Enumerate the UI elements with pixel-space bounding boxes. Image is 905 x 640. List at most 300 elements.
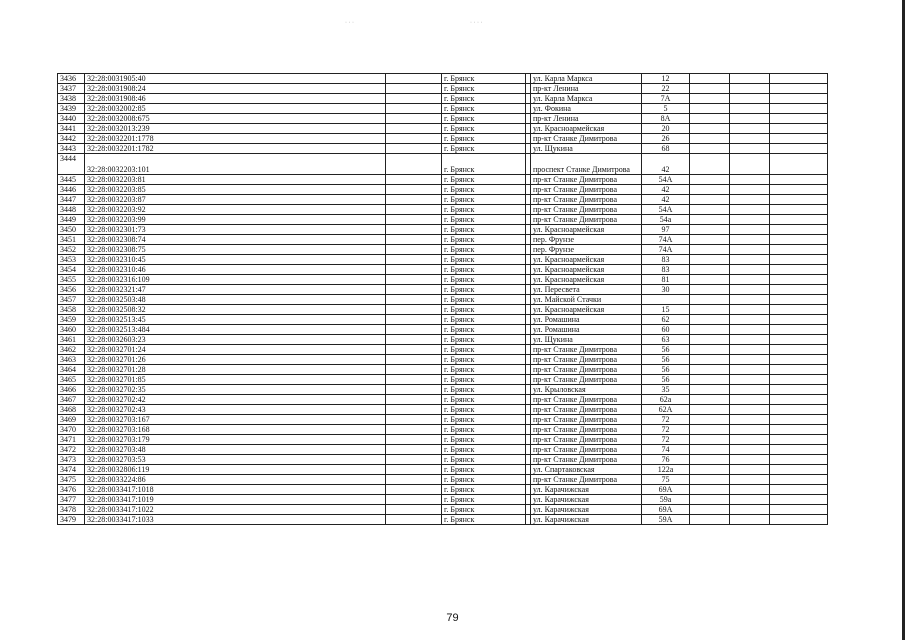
empty-cell — [386, 485, 442, 495]
empty-cell — [690, 445, 730, 455]
city-cell: г. Брянск — [442, 425, 526, 435]
street-cell: пр-кт Станке Димитрова — [531, 365, 642, 375]
empty-cell — [386, 345, 442, 355]
cadastral-number-cell: 32:28:0032703:48 — [85, 445, 386, 455]
empty-cell — [690, 175, 730, 185]
cadastral-number-cell: 32:28:0033417:1033 — [85, 515, 386, 525]
cadastral-number-cell: 32:28:0032321:47 — [85, 285, 386, 295]
empty-cell — [730, 195, 770, 205]
street-cell: пр-кт Станке Димитрова — [531, 425, 642, 435]
empty-cell — [386, 255, 442, 265]
empty-cell — [730, 74, 770, 84]
empty-cell — [770, 104, 828, 114]
street-cell: пр-кт Станке Димитрова — [531, 175, 642, 185]
city-cell: г. Брянск — [442, 144, 526, 154]
house-number-cell: 72 — [642, 425, 690, 435]
table-row — [58, 405, 828, 415]
row-number-cell: 3444 — [58, 154, 85, 175]
empty-cell — [730, 175, 770, 185]
registry-table — [57, 73, 828, 525]
cadastral-number-cell: 32:28:0033417:1019 — [85, 495, 386, 505]
empty-cell — [386, 245, 442, 255]
street-cell: ул. Крыловская — [531, 385, 642, 395]
house-number-cell: 26 — [642, 134, 690, 144]
empty-cell — [770, 505, 828, 515]
empty-cell — [690, 365, 730, 375]
street-cell: пер. Фрунзе — [531, 235, 642, 245]
empty-cell — [690, 114, 730, 124]
street-cell: ул. Фокина — [531, 104, 642, 114]
street-cell: ул. Ромашина — [531, 315, 642, 325]
empty-cell — [730, 395, 770, 405]
city-cell: г. Брянск — [442, 154, 526, 175]
empty-cell — [690, 435, 730, 445]
street-cell: пер. Фрунзе — [531, 245, 642, 255]
house-number-cell: 56 — [642, 365, 690, 375]
house-number-cell: 8А — [642, 114, 690, 124]
empty-cell — [730, 215, 770, 225]
empty-cell — [386, 405, 442, 415]
empty-cell — [386, 154, 442, 175]
row-number-cell: 3459 — [58, 315, 85, 325]
city-cell: г. Брянск — [442, 104, 526, 114]
row-number-cell: 3468 — [58, 405, 85, 415]
city-cell: г. Брянск — [442, 215, 526, 225]
row-number-cell: 3446 — [58, 185, 85, 195]
house-number-cell: 30 — [642, 285, 690, 295]
house-number-cell: 59А — [642, 515, 690, 525]
house-number-cell: 22 — [642, 84, 690, 94]
empty-cell — [730, 144, 770, 154]
table-row — [58, 455, 828, 465]
table-row — [58, 124, 828, 134]
empty-cell — [690, 225, 730, 235]
empty-cell — [690, 375, 730, 385]
table-row — [58, 225, 828, 235]
street-cell: пр-кт Станке Димитрова — [531, 405, 642, 415]
empty-cell — [690, 315, 730, 325]
empty-cell — [730, 295, 770, 305]
empty-cell — [690, 335, 730, 345]
house-number-cell: 54А — [642, 175, 690, 185]
street-cell: пр-кт Станке Димитрова — [531, 134, 642, 144]
city-cell: г. Брянск — [442, 435, 526, 445]
empty-cell — [770, 285, 828, 295]
table-row — [58, 415, 828, 425]
city-cell: г. Брянск — [442, 335, 526, 345]
row-number-cell: 3447 — [58, 195, 85, 205]
empty-cell — [386, 365, 442, 375]
cadastral-number-cell: 32:28:0032701:85 — [85, 375, 386, 385]
row-number-cell: 3464 — [58, 365, 85, 375]
cadastral-number-cell: 32:28:0031908:24 — [85, 84, 386, 94]
empty-cell — [730, 485, 770, 495]
street-cell: ул. Карачижская — [531, 515, 642, 525]
street-cell: ул. Ромашина — [531, 325, 642, 335]
row-number-cell: 3438 — [58, 94, 85, 104]
cadastral-number-cell: 32:28:0032701:28 — [85, 365, 386, 375]
street-cell: ул. Щукина — [531, 144, 642, 154]
house-number-cell: 83 — [642, 265, 690, 275]
cadastral-number-cell: 32:28:0032201:1782 — [85, 144, 386, 154]
city-cell: г. Брянск — [442, 355, 526, 365]
page-number: 79 — [446, 612, 459, 624]
cadastral-number-cell: 32:28:0032702:35 — [85, 385, 386, 395]
table-row — [58, 325, 828, 335]
empty-cell — [730, 94, 770, 104]
city-cell: г. Брянск — [442, 235, 526, 245]
house-number-cell: 74А — [642, 235, 690, 245]
empty-cell — [770, 295, 828, 305]
empty-cell — [770, 215, 828, 225]
registry-table-wrap — [57, 73, 828, 525]
city-cell: г. Брянск — [442, 465, 526, 475]
table-row — [58, 205, 828, 215]
empty-cell — [386, 124, 442, 134]
empty-cell — [770, 74, 828, 84]
empty-cell — [386, 225, 442, 235]
table-row — [58, 385, 828, 395]
table-row — [58, 395, 828, 405]
empty-cell — [690, 154, 730, 175]
empty-cell — [730, 335, 770, 345]
row-number-cell: 3445 — [58, 175, 85, 185]
empty-cell — [770, 355, 828, 365]
empty-cell — [730, 134, 770, 144]
house-number-cell: 56 — [642, 345, 690, 355]
table-row — [58, 175, 828, 185]
empty-cell — [770, 265, 828, 275]
empty-cell — [690, 325, 730, 335]
street-cell: пр-кт Станке Димитрова — [531, 215, 642, 225]
empty-cell — [730, 435, 770, 445]
empty-cell — [690, 405, 730, 415]
empty-cell — [770, 305, 828, 315]
empty-cell — [770, 345, 828, 355]
empty-cell — [690, 355, 730, 365]
house-number-cell: 63 — [642, 335, 690, 345]
empty-cell — [386, 205, 442, 215]
row-number-cell: 3439 — [58, 104, 85, 114]
house-number-cell: 12 — [642, 74, 690, 84]
empty-cell — [730, 205, 770, 215]
cadastral-number-cell: 32:28:0032308:74 — [85, 235, 386, 245]
empty-cell — [690, 465, 730, 475]
cadastral-number-cell: 32:28:0032703:53 — [85, 455, 386, 465]
empty-cell — [386, 475, 442, 485]
row-number-cell: 3473 — [58, 455, 85, 465]
empty-cell — [690, 395, 730, 405]
house-number-cell: 42 — [642, 154, 690, 175]
row-number-cell: 3470 — [58, 425, 85, 435]
empty-cell — [770, 245, 828, 255]
empty-cell — [386, 395, 442, 405]
street-cell: пр-кт Ленина — [531, 84, 642, 94]
cadastral-number-cell: 32:28:0032703:179 — [85, 435, 386, 445]
empty-cell — [690, 285, 730, 295]
empty-cell — [386, 325, 442, 335]
cadastral-number-cell: 32:28:0031908:46 — [85, 94, 386, 104]
city-cell: г. Брянск — [442, 325, 526, 335]
city-cell: г. Брянск — [442, 365, 526, 375]
empty-cell — [690, 425, 730, 435]
row-number-cell: 3436 — [58, 74, 85, 84]
city-cell: г. Брянск — [442, 195, 526, 205]
street-cell: пр-кт Станке Димитрова — [531, 445, 642, 455]
city-cell: г. Брянск — [442, 505, 526, 515]
house-number-cell: 62А — [642, 405, 690, 415]
empty-cell — [730, 375, 770, 385]
table-row — [58, 465, 828, 475]
cadastral-number-cell: 32:28:0032503:48 — [85, 295, 386, 305]
table-row — [58, 365, 828, 375]
house-number-cell: 42 — [642, 195, 690, 205]
house-number-cell: 15 — [642, 305, 690, 315]
empty-cell — [386, 74, 442, 84]
table-row — [58, 445, 828, 455]
cadastral-number-cell: 32:28:0032310:46 — [85, 265, 386, 275]
empty-cell — [690, 305, 730, 315]
street-cell: ул. Майской Стачки — [531, 295, 642, 305]
house-number-cell: 74А — [642, 245, 690, 255]
empty-cell — [386, 285, 442, 295]
empty-cell — [386, 305, 442, 315]
empty-cell — [730, 265, 770, 275]
empty-cell — [770, 124, 828, 134]
empty-cell — [690, 235, 730, 245]
empty-cell — [730, 275, 770, 285]
scan-speck: · · · — [345, 20, 354, 26]
cadastral-number-cell: 32:28:0032203:101 — [85, 154, 386, 175]
empty-cell — [770, 375, 828, 385]
empty-cell — [770, 435, 828, 445]
table-row — [58, 425, 828, 435]
row-number-cell: 3461 — [58, 335, 85, 345]
empty-cell — [386, 175, 442, 185]
empty-cell — [770, 94, 828, 104]
empty-cell — [730, 315, 770, 325]
cadastral-number-cell: 32:28:0032508:32 — [85, 305, 386, 315]
row-number-cell: 3443 — [58, 144, 85, 154]
table-row — [58, 104, 828, 114]
table-row — [58, 435, 828, 445]
table-row — [58, 235, 828, 245]
street-cell: пр-кт Станке Димитрова — [531, 375, 642, 385]
empty-cell — [386, 465, 442, 475]
house-number-cell: 122а — [642, 465, 690, 475]
empty-cell — [690, 385, 730, 395]
city-cell: г. Брянск — [442, 175, 526, 185]
row-number-cell: 3456 — [58, 285, 85, 295]
cadastral-number-cell: 32:28:0032310:45 — [85, 255, 386, 265]
city-cell: г. Брянск — [442, 275, 526, 285]
registry-table-body — [58, 74, 828, 525]
city-cell: г. Брянск — [442, 345, 526, 355]
empty-cell — [690, 275, 730, 285]
empty-cell — [386, 235, 442, 245]
cadastral-number-cell: 32:28:0032203:87 — [85, 195, 386, 205]
city-cell: г. Брянск — [442, 295, 526, 305]
empty-cell — [730, 415, 770, 425]
empty-cell — [690, 485, 730, 495]
empty-cell — [730, 325, 770, 335]
table-row — [58, 495, 828, 505]
empty-cell — [690, 205, 730, 215]
street-cell: пр-кт Станке Димитрова — [531, 455, 642, 465]
cadastral-number-cell: 32:28:0032806:119 — [85, 465, 386, 475]
cadastral-number-cell: 32:28:0031905:40 — [85, 74, 386, 84]
cadastral-number-cell: 32:28:0032701:24 — [85, 345, 386, 355]
cadastral-number-cell: 32:28:0032513:45 — [85, 315, 386, 325]
empty-cell — [690, 515, 730, 525]
city-cell: г. Брянск — [442, 245, 526, 255]
house-number-cell: 42 — [642, 185, 690, 195]
empty-cell — [386, 415, 442, 425]
row-number-cell: 3467 — [58, 395, 85, 405]
empty-cell — [690, 455, 730, 465]
house-number-cell: 97 — [642, 225, 690, 235]
table-row — [58, 305, 828, 315]
table-row — [58, 475, 828, 485]
street-cell: пр-кт Станке Димитрова — [531, 195, 642, 205]
house-number-cell: 69А — [642, 485, 690, 495]
empty-cell — [386, 445, 442, 455]
table-row — [58, 515, 828, 525]
city-cell: г. Брянск — [442, 305, 526, 315]
street-cell: ул. Спартаковская — [531, 465, 642, 475]
house-number-cell: 54а — [642, 215, 690, 225]
empty-cell — [770, 425, 828, 435]
cadastral-number-cell: 32:28:0032203:92 — [85, 205, 386, 215]
city-cell: г. Брянск — [442, 74, 526, 84]
table-row — [58, 185, 828, 195]
empty-cell — [730, 285, 770, 295]
empty-cell — [386, 385, 442, 395]
cadastral-number-cell: 32:28:0033417:1022 — [85, 505, 386, 515]
house-number-cell: 72 — [642, 435, 690, 445]
row-number-cell: 3460 — [58, 325, 85, 335]
row-number-cell: 3465 — [58, 375, 85, 385]
house-number-cell: 56 — [642, 355, 690, 365]
empty-cell — [770, 415, 828, 425]
empty-cell — [690, 144, 730, 154]
street-cell: проспект Станке Димитрова — [531, 154, 642, 175]
empty-cell — [770, 405, 828, 415]
city-cell: г. Брянск — [442, 375, 526, 385]
cadastral-number-cell: 32:28:0032703:168 — [85, 425, 386, 435]
house-number-cell: 59а — [642, 495, 690, 505]
row-number-cell: 3453 — [58, 255, 85, 265]
row-number-cell: 3463 — [58, 355, 85, 365]
cadastral-number-cell: 32:28:0032603:23 — [85, 335, 386, 345]
empty-cell — [386, 375, 442, 385]
empty-cell — [386, 144, 442, 154]
empty-cell — [386, 515, 442, 525]
cadastral-number-cell: 32:28:0033417:1018 — [85, 485, 386, 495]
empty-cell — [690, 495, 730, 505]
street-cell: ул. Карла Маркса — [531, 74, 642, 84]
empty-cell — [386, 295, 442, 305]
city-cell: г. Брянск — [442, 114, 526, 124]
empty-cell — [386, 94, 442, 104]
empty-cell — [730, 475, 770, 485]
city-cell: г. Брянск — [442, 185, 526, 195]
empty-cell — [690, 415, 730, 425]
empty-cell — [690, 74, 730, 84]
street-cell: пр-кт Станке Димитрова — [531, 345, 642, 355]
street-cell: пр-кт Ленина — [531, 114, 642, 124]
empty-cell — [770, 495, 828, 505]
table-row — [58, 154, 828, 175]
empty-cell — [690, 124, 730, 134]
empty-cell — [690, 195, 730, 205]
street-cell: ул. Красноармейская — [531, 265, 642, 275]
street-cell: ул. Пересвета — [531, 285, 642, 295]
street-cell: пр-кт Станке Димитрова — [531, 395, 642, 405]
city-cell: г. Брянск — [442, 205, 526, 215]
cadastral-number-cell: 32:28:0033224:86 — [85, 475, 386, 485]
cadastral-number-cell: 32:28:0032308:75 — [85, 245, 386, 255]
empty-cell — [730, 425, 770, 435]
cadastral-number-cell: 32:28:0032201:1778 — [85, 134, 386, 144]
house-number-cell: 20 — [642, 124, 690, 134]
house-number-cell: 81 — [642, 275, 690, 285]
empty-cell — [386, 104, 442, 114]
cadastral-number-cell: 32:28:0032203:81 — [85, 175, 386, 185]
row-number-cell: 3442 — [58, 134, 85, 144]
empty-cell — [770, 515, 828, 525]
city-cell: г. Брянск — [442, 455, 526, 465]
empty-cell — [730, 255, 770, 265]
house-number-cell: 54А — [642, 205, 690, 215]
cadastral-number-cell: 32:28:0032702:42 — [85, 395, 386, 405]
row-number-cell: 3476 — [58, 485, 85, 495]
empty-cell — [386, 335, 442, 345]
empty-cell — [386, 505, 442, 515]
cadastral-number-cell: 32:28:0032703:167 — [85, 415, 386, 425]
empty-cell — [770, 365, 828, 375]
street-cell: пр-кт Станке Димитрова — [531, 435, 642, 445]
row-number-cell: 3466 — [58, 385, 85, 395]
table-row — [58, 295, 828, 305]
empty-cell — [386, 134, 442, 144]
city-cell: г. Брянск — [442, 485, 526, 495]
city-cell: г. Брянск — [442, 395, 526, 405]
empty-cell — [770, 335, 828, 345]
house-number-cell: 76 — [642, 455, 690, 465]
street-cell: ул. Красноармейская — [531, 255, 642, 265]
house-number-cell: 68 — [642, 144, 690, 154]
table-row — [58, 74, 828, 84]
row-number-cell: 3474 — [58, 465, 85, 475]
city-cell: г. Брянск — [442, 225, 526, 235]
city-cell: г. Брянск — [442, 495, 526, 505]
empty-cell — [730, 305, 770, 315]
cadastral-number-cell: 32:28:0032701:26 — [85, 355, 386, 365]
empty-cell — [730, 114, 770, 124]
empty-cell — [730, 465, 770, 475]
empty-cell — [730, 355, 770, 365]
table-row — [58, 485, 828, 495]
city-cell: г. Брянск — [442, 124, 526, 134]
street-cell: ул. Карачижская — [531, 485, 642, 495]
row-number-cell: 3454 — [58, 265, 85, 275]
city-cell: г. Брянск — [442, 415, 526, 425]
house-number-cell: 5 — [642, 104, 690, 114]
table-row — [58, 275, 828, 285]
street-cell: пр-кт Станке Димитрова — [531, 355, 642, 365]
city-cell: г. Брянск — [442, 255, 526, 265]
